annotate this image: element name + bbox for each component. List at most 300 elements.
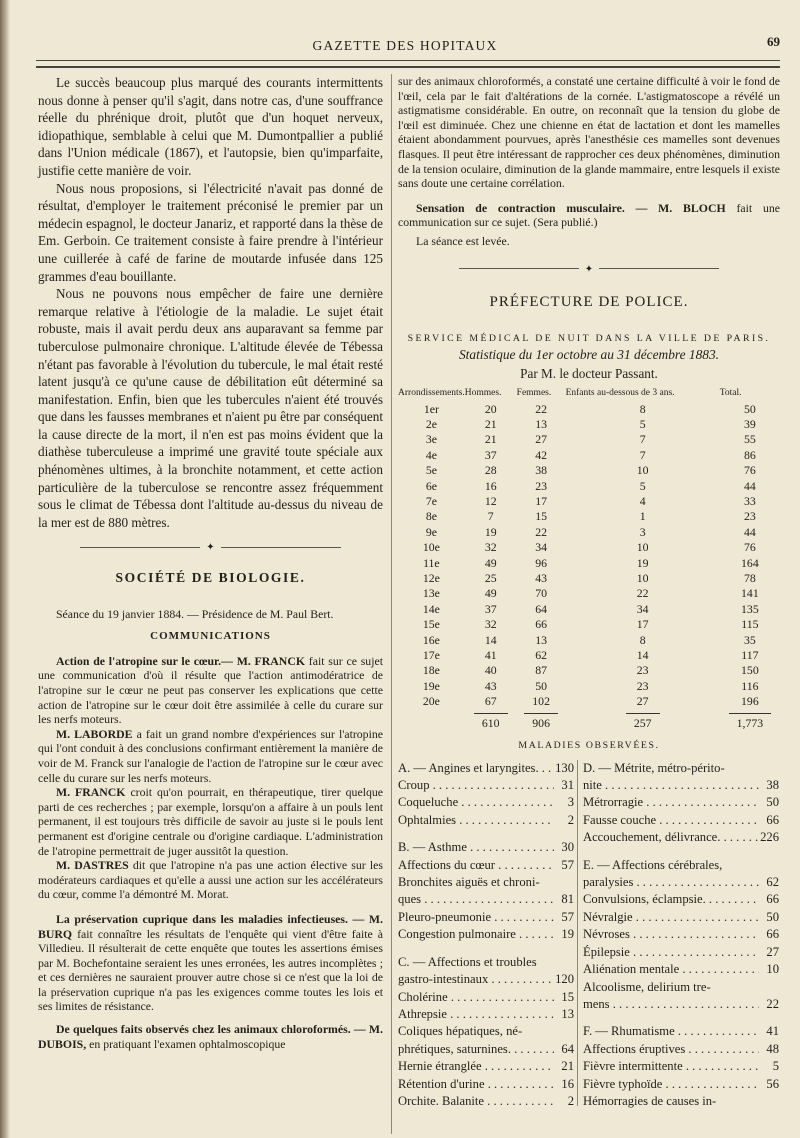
table-cell: 43 <box>535 570 548 585</box>
table-cell: 15e <box>422 617 440 632</box>
table-row <box>398 525 780 540</box>
col-enfants-header: Enfants au-dessous de 3 ans. <box>565 387 675 398</box>
disease-count: 66 <box>766 927 779 942</box>
disease-label: Alcoolisme, delirium tre- <box>583 979 711 994</box>
disease-label: nite . . . <box>583 777 759 794</box>
disease-label: Congestion pulmonaire . . . <box>398 926 554 943</box>
table-cell: 4 <box>639 493 646 508</box>
table-cell: 35 <box>743 632 756 647</box>
table-cell: 2e <box>425 416 437 431</box>
disease-count: 21 <box>561 1059 574 1074</box>
disease-item <box>583 1023 779 1040</box>
disease-count <box>759 760 779 777</box>
laborde-name: M. LABORDE <box>56 726 133 741</box>
disease-count: 10 <box>766 962 779 977</box>
table-cell: 32 <box>484 617 497 632</box>
disease-item <box>583 777 779 794</box>
disease-label: Coliques hépatiques, né- <box>398 1024 523 1039</box>
table-row <box>398 648 780 663</box>
table-cell: 115 <box>741 617 759 632</box>
paragraph-1: Le succès beaucoup plus marqué des courants intermittents nous donne à penser qu'il s'agit, dans notre cas, d'une souffrance réelle du phrénique droit, plutôt que d'un hoquet nerveux, idiopathique, semblable à celui que M. Dumontpallier a publié dans l'Union médicale (1867), et l'autopsie, bien qu'imparfaite, justifie cette manière de voir. <box>38 75 383 178</box>
disease-count: 27 <box>766 944 779 959</box>
disease-item <box>583 1093 779 1110</box>
disease-count: 56 <box>766 1076 779 1091</box>
table-cell: 8e <box>425 509 437 524</box>
table-cell: 40 <box>484 663 497 678</box>
disease-count: 19 <box>561 927 574 942</box>
section-ornament-right: ✦ <box>398 261 780 278</box>
table-cell: 41 <box>484 648 497 662</box>
list-gap <box>398 829 574 839</box>
disease-count: 81 <box>561 892 574 907</box>
disease-item <box>398 909 574 926</box>
disease-label: Hémorragies de causes in- <box>583 1093 717 1108</box>
disease-item <box>583 857 779 874</box>
disease-label: D. — Métrite, métro-périto- <box>583 760 725 775</box>
disease-count: 57 <box>561 909 574 924</box>
table-cell: 27 <box>535 432 548 447</box>
table-cell: 21 <box>484 432 497 447</box>
disease-count: 2 <box>567 812 574 827</box>
table-cell: 78 <box>743 570 756 585</box>
disease-label: C. — Affections et troubles <box>398 954 537 969</box>
table-cell: 55 <box>743 432 756 447</box>
table-cell: 67 <box>484 694 497 709</box>
list-gap <box>583 847 779 857</box>
table-cell: 14e <box>422 601 440 616</box>
table-cell: 5 <box>639 416 646 431</box>
table-cell: 11e <box>423 555 440 570</box>
right-column <box>398 74 780 1106</box>
disease-count <box>759 979 779 996</box>
societe-heading: SOCIÉTÉ DE BIOLOGIE. <box>115 570 306 586</box>
table-row <box>398 602 780 617</box>
table-cell: 10 <box>636 540 649 555</box>
disease-label: Fièvre intermittente . . . <box>583 1058 759 1075</box>
disease-item <box>583 891 779 908</box>
disease-count <box>759 1093 779 1110</box>
table-cell: 14 <box>484 632 497 647</box>
disease-count: 57 <box>561 857 574 872</box>
disease-count <box>554 1023 574 1040</box>
disease-count <box>759 857 779 874</box>
disease-label: Névroses . . . <box>583 926 759 943</box>
table-cell: 9e <box>425 524 437 539</box>
disease-item <box>398 1058 574 1075</box>
table-total-value: 610 <box>474 713 508 731</box>
col-arrondissements-header: Arrondissements. <box>398 387 465 398</box>
table-cell: 164 <box>741 555 759 570</box>
table-row <box>398 479 780 494</box>
disease-count: 31 <box>561 778 574 793</box>
diseases-list <box>398 760 780 1106</box>
disease-label: Épilepsie . . . <box>583 944 759 961</box>
table-cell: 50 <box>535 678 548 693</box>
table-cell: 22 <box>636 586 649 601</box>
disease-label: B. — Asthme . . . <box>398 839 554 856</box>
table-cell: 42 <box>535 447 548 462</box>
dastres-text: dit que l'atropine n'a pas une action élective sur les modérateurs cardiaques et qu'elle a aussi une action sur les accélérateurs du cœur, comme l'a démontré M. Morat. <box>38 858 384 902</box>
disease-label: Métrorragie . . . <box>583 794 759 811</box>
table-total-cell <box>566 710 720 731</box>
table-total-value: 906 <box>524 713 558 731</box>
table-cell: 96 <box>535 555 548 570</box>
table-cell: 20e <box>422 694 440 709</box>
table-cell: 87 <box>535 663 548 678</box>
disease-item <box>583 961 779 978</box>
diseases-column-2 <box>583 760 779 1111</box>
disease-item <box>398 777 574 794</box>
prefecture-heading: PRÉFECTURE DE POLICE. <box>489 294 689 311</box>
table-cell: 13 <box>535 632 548 647</box>
chloro-continuation: sur des animaux chloroformés, a constaté une certaine difficulté à voir le fond de l'œil, cela par le fait d'altérations de la cornée. L'astigmatoscope a révélé un astigmatisme considérable. En outre, on reconnaît que la tension du globe de l'œil est diminuée. Chez une chienne en état de lactation et dont les mamelles étaient abondamment pourvues, après l'anesthésie ces mamelles sont devenues flasques. Il peut être intéressant de rapprocher ces deux phénomènes, diminution de la tension oculaire, diminution de la glande mammaire, entre lesquels il existe sans doute une certaine corrélation. <box>398 74 780 191</box>
franck-text: croit qu'on pourrait, en thérapeutique, tirer quelque parti de ces recherches ; par exemple, lorsqu'on a affaire à un pouls lent permanent, il est toujours très difficile de savoir au juste si le pouls lent permanent est d'origine centrale ou d'origine cardiaque. L'administration de l'atropine permettrait de juger aussitôt la question. <box>38 785 384 858</box>
table-cell: 116 <box>741 678 759 693</box>
disease-count: 2 <box>567 1093 574 1108</box>
table-cell: 23 <box>636 678 649 693</box>
laborde-paragraph <box>38 727 383 785</box>
disease-item <box>398 989 574 1006</box>
table-cell: 27 <box>636 694 649 709</box>
table-cell: 37 <box>484 601 497 616</box>
disease-count: 62 <box>766 875 779 890</box>
disease-label: Pleuro-pneumonie . . . <box>398 909 554 926</box>
disease-item <box>398 971 574 988</box>
disease-count: 3 <box>567 795 574 810</box>
table-cell: 7 <box>639 432 646 447</box>
table-total-value: 1,773 <box>729 713 772 731</box>
table-cell: 17 <box>636 617 649 632</box>
statistique-line: Statistique du 1er octobre au 31 décembre 1883. <box>458 347 720 363</box>
disease-item <box>398 794 574 811</box>
table-cell: 21 <box>484 416 497 431</box>
table-cell: 23 <box>743 509 756 524</box>
disease-label: gastro-intestinaux . . . <box>398 971 553 988</box>
disease-item <box>398 1093 574 1110</box>
table-cell: 16 <box>484 478 497 493</box>
page-binding-edge <box>0 0 10 1138</box>
table-cell: 39 <box>743 416 756 431</box>
list-gap <box>583 1013 779 1023</box>
table-cell: 86 <box>743 447 756 462</box>
disease-count: 64 <box>561 1041 574 1056</box>
table-total-cell <box>465 710 517 731</box>
table-cell: 135 <box>741 601 759 616</box>
disease-label: Rétention d'urine . . . <box>398 1076 554 1093</box>
table-cell: 33 <box>743 493 756 508</box>
disease-item <box>398 760 574 777</box>
disease-label: E. — Affections cérébrales, <box>583 857 723 872</box>
table-cell: 18e <box>422 663 440 678</box>
disease-label: Fièvre typhoïde . . . <box>583 1076 759 1093</box>
table-row <box>398 509 780 524</box>
disease-item <box>583 1041 779 1058</box>
table-row <box>398 417 780 432</box>
disease-label: Fausse couche . . . <box>583 812 759 829</box>
table-row <box>398 402 780 417</box>
section-ornament: ✦ <box>38 537 383 557</box>
disease-label: Orchite. Balanite . . . <box>398 1093 554 1110</box>
disease-label: F. — Rhumatisme . . . <box>583 1023 759 1040</box>
table-cell: 7e <box>425 493 437 508</box>
sensation-paragraph <box>398 201 780 230</box>
disease-count: 50 <box>766 909 779 924</box>
maladies-heading: MALADIES OBSERVÉES. <box>518 740 660 752</box>
journal-title: GAZETTE DES HOPITAUX <box>312 38 498 53</box>
disease-count: 48 <box>766 1041 779 1056</box>
table-row <box>398 463 780 478</box>
table-cell: 23 <box>636 663 649 678</box>
disease-label: Affections éruptives . . . <box>583 1041 759 1058</box>
table-cell: 25 <box>484 570 497 585</box>
table-cell: 7 <box>487 509 494 524</box>
page-header <box>20 32 790 62</box>
atropine-text: fait sur ce sujet une communication d'où il résulte que l'action antimodératrice de l'atropine sur le cœur ne peut pas conserver les explications que cette action de l'atropine sur le cœur doit être assimilée à celle du curare sur les nerfs moteurs. <box>38 653 383 727</box>
disease-item <box>398 1023 574 1040</box>
disease-label: ques . . . <box>398 891 554 908</box>
disease-count: 50 <box>766 795 779 810</box>
table-cell: 12e <box>422 570 440 585</box>
table-cell: 22 <box>535 524 548 539</box>
cuprique-paragraph <box>38 912 383 1014</box>
disease-item <box>583 1058 779 1075</box>
franck-paragraph <box>38 785 383 858</box>
disease-item <box>398 812 574 829</box>
table-cell: 17e <box>422 648 440 662</box>
table-cell: 5 <box>639 478 646 493</box>
page-number: 69 <box>767 34 780 49</box>
table-cell: 20 <box>484 401 497 416</box>
disease-count: 13 <box>561 1006 574 1021</box>
chloro-paragraph <box>38 1022 383 1051</box>
table-cell: 5e <box>425 463 437 478</box>
table-cell: 141 <box>741 586 759 601</box>
table-cell: 102 <box>532 694 550 709</box>
arrondissement-table <box>398 388 780 732</box>
disease-label: Bronchites aiguës et chroni- <box>398 875 540 890</box>
disease-item <box>398 839 574 856</box>
author-line: Par M. le docteur Passant. <box>520 365 658 381</box>
table-cell: 23 <box>535 478 548 493</box>
column-separator <box>391 74 392 1134</box>
table-total-value: 257 <box>626 713 660 731</box>
table-cell: 37 <box>484 447 497 462</box>
communications-heading: COMMUNICATIONS <box>150 630 271 643</box>
chloro-text: en pratiquant l'examen ophtalmoscopique <box>86 1036 286 1051</box>
table-cell: 66 <box>535 617 548 632</box>
disease-item <box>583 979 779 996</box>
table-cell: 6e <box>425 478 437 493</box>
header-rule-thick <box>36 66 780 68</box>
table-cell: 1 <box>639 509 646 524</box>
cuprique-title: La préservation cuprique dans les maladies infectieuses. — M. BURQ <box>38 911 383 941</box>
sensation-title: Sensation de contraction musculaire. — M. BLOCH <box>416 200 726 215</box>
disease-label: Névralgie . . . <box>583 909 759 926</box>
disease-count: 38 <box>766 778 779 793</box>
table-cell: 8 <box>639 401 646 416</box>
service-heading: SERVICE MÉDICAL DE NUIT DANS LA VILLE DE PARIS. <box>407 332 771 344</box>
table-cell: 117 <box>741 648 759 662</box>
disease-item <box>398 1041 574 1058</box>
table-cell: 50 <box>743 401 756 416</box>
disease-label: Ophtalmies . . . <box>398 812 554 829</box>
col-hommes-header: Hommes. <box>464 387 502 398</box>
laborde-text: a fait un grand nombre d'expériences sur l'atropine qui l'ont conduit à des conclusions confirmant entièrement la manière de voir de M. Franck sur l'analogie de l'action de l'atropine sur le cœur avec celle du curare sur les nerfs moteurs. <box>38 726 383 785</box>
table-cell: 19 <box>484 524 497 539</box>
table-cell: 15 <box>535 509 548 524</box>
left-column <box>38 74 383 1051</box>
table-cell: 49 <box>484 555 497 570</box>
disease-item <box>583 794 779 811</box>
seance-levee: La séance est levée. <box>416 233 510 248</box>
sensation-text: fait une communication sur ce sujet. (Sera publié.) <box>398 200 780 230</box>
table-cell: 28 <box>484 463 497 478</box>
disease-label: Cholérine . . . <box>398 989 554 1006</box>
disease-count: 22 <box>766 996 779 1011</box>
disease-item <box>583 1076 779 1093</box>
table-cell: 76 <box>743 463 756 478</box>
table-cell: 34 <box>535 540 548 555</box>
table-cell: 8 <box>639 632 646 647</box>
table-cell: 38 <box>535 463 548 478</box>
table-cell: 16e <box>422 632 440 647</box>
disease-item <box>583 944 779 961</box>
table-totals-row <box>398 710 780 731</box>
col-total-header: Total. <box>719 387 742 398</box>
disease-count: 66 <box>766 812 779 827</box>
table-cell: 17 <box>535 493 548 508</box>
disease-item <box>583 926 779 943</box>
disease-item <box>398 926 574 943</box>
table-cell: 3e <box>425 432 437 447</box>
disease-item <box>398 891 574 908</box>
paragraph-2: Nous nous proposions, si l'électricité n'avait pas donné de résultat, d'employer le traitement préconisé le premier par un médecin espagnol, le docteur Janariz, et rapporté dans la thèse de Em. Gerboin. Ce traitement consiste à faire prendre à l'intérieur une cuillerée à café de farine de moutarde infusée dans 125 grammes d'eau bouillante. <box>38 180 383 284</box>
disease-item <box>398 954 574 971</box>
disease-label: Athrepsie . . . <box>398 1006 554 1023</box>
disease-item <box>398 1006 574 1023</box>
header-rule-thin <box>36 60 780 61</box>
table-row <box>398 617 780 632</box>
table-row <box>398 663 780 678</box>
atropine-title: Action de l'atropine sur le cœur.— M. FRANCK <box>56 653 306 668</box>
disease-count <box>554 954 574 971</box>
disease-count: 41 <box>766 1024 779 1039</box>
cuprique-text: fait connaître les résultats de l'enquête qui vient d'être faite à Villedieu. Il résulterait de cette enquête que toutes les assertions émises par M. Bochefontaine seraient les unes erronées, les autres incomplètes ; et ces dernières ne sauraient prouver autre chose si ce n'est que la loi de la préservation cuprique n'a pas les exigences comme toutes les lois et ses limites de résistance. <box>38 926 383 1014</box>
table-cell: 43 <box>484 678 497 693</box>
table-cell: 70 <box>535 586 548 601</box>
disease-label: Affections du cœur . . . <box>398 857 554 874</box>
table-total-cell <box>517 710 566 731</box>
list-gap <box>398 944 574 954</box>
table-cell: 12 <box>484 493 497 508</box>
disease-label: Croup . . . <box>398 777 554 794</box>
disease-item <box>398 857 574 874</box>
disease-count: 30 <box>561 840 574 855</box>
table-row <box>398 448 780 463</box>
table-cell: 22 <box>535 401 548 416</box>
table-cell: 3 <box>639 524 646 539</box>
table-cell: 10 <box>636 570 649 585</box>
disease-count: 66 <box>766 892 779 907</box>
seance-line: Séance du 19 janvier 1884. — Présidence de M. Paul Bert. <box>56 606 334 621</box>
table-cell: 150 <box>741 663 759 678</box>
table-cell: 44 <box>743 524 756 539</box>
table-row <box>398 679 780 694</box>
table-cell: 10 <box>636 463 649 478</box>
disease-item <box>583 812 779 829</box>
table-cell: 19e <box>422 678 440 693</box>
paragraph-3: Nous ne pouvons nous empêcher de faire une dernière remarque relative à l'étiologie de la maladie. Le sujet était robuste, mais il avait perdu deux ans auparavant sa femme par tuberculose pulmonaire chronique. L'altitude élevée de Tébessa n'étant pas favorable à l'évolution du tubercule, le mal était resté latent jusqu'à ce qu'une cause de débilitation eût déterminé sa manifestation. Enfin, bien que les tubercules n'aient été trouvés que dans les fausses membranes et n'aient pu être par conséquent la cause directe de la mort, il n'en est pas moins évident que la diathèse tuberculeuse a imprimé une gravité toute spéciale aux phénomènes ultimes, à la bronchite notamment, et cette action particulière de la tuberculose se rencontre assez fréquemment sous le climat de Tébessa dont l'altitude au-dessus du niveau de la mer est de 880 mètres. <box>38 286 383 530</box>
disease-count: 226 <box>760 830 779 845</box>
disease-label: phrétiques, saturnines. . . . <box>398 1041 554 1058</box>
table-cell: 1er <box>423 401 439 416</box>
atropine-paragraph <box>38 654 383 727</box>
disease-count: 120 <box>555 972 574 987</box>
table-row <box>398 494 780 509</box>
disease-count: 130 <box>555 760 574 775</box>
table-cell: 34 <box>636 601 649 616</box>
disease-count <box>554 874 574 891</box>
table-row <box>398 571 780 586</box>
table-cell: 196 <box>741 694 759 709</box>
table-cell: 49 <box>484 586 497 601</box>
disease-label: Hernie étranglée . . . <box>398 1058 554 1075</box>
disease-label: paralysies . . . <box>583 874 759 891</box>
disease-item <box>583 874 779 891</box>
dastres-name: M. DASTRES <box>56 858 129 873</box>
disease-item <box>583 760 779 777</box>
table-cell: 32 <box>484 540 497 555</box>
table-cell: 13e <box>422 586 440 601</box>
disease-item <box>583 909 779 926</box>
diseases-separator <box>577 760 578 1106</box>
diseases-column-1 <box>398 760 574 1111</box>
table-cell: 64 <box>535 601 548 616</box>
table-cell: 19 <box>636 555 649 570</box>
table-cell: 44 <box>743 478 756 493</box>
disease-count: 5 <box>772 1059 779 1074</box>
disease-item <box>583 829 779 846</box>
table-row <box>398 694 780 709</box>
disease-label: A. — Angines et laryngites. . . . <box>398 760 553 777</box>
table-total-cell <box>720 710 780 731</box>
chloro-title: De quelques faits observés chez les animaux chloroformés. — M. DUBOIS, <box>38 1022 383 1051</box>
table-cell: 76 <box>743 540 756 555</box>
disease-item <box>398 874 574 891</box>
table-cell: 4e <box>425 447 437 462</box>
table-cell: 13 <box>535 416 548 431</box>
table-row <box>398 540 780 555</box>
disease-count: 16 <box>561 1076 574 1091</box>
dastres-paragraph <box>38 858 383 902</box>
disease-label: Coqueluche . . . <box>398 794 554 811</box>
disease-label: Convulsions, éclampsie. . . . <box>583 891 759 908</box>
table-row <box>398 556 780 571</box>
table-cell: 10e <box>422 540 440 555</box>
disease-label: Aliénation mentale . . . <box>583 961 759 978</box>
franck-name: M. FRANCK <box>56 785 126 800</box>
table-cell: 14 <box>636 648 649 662</box>
table-cell <box>398 710 465 731</box>
disease-item <box>398 1076 574 1093</box>
disease-label: mens . . . <box>583 996 759 1013</box>
table-cell: 7 <box>639 447 646 462</box>
table-row <box>398 586 780 601</box>
disease-count: 15 <box>561 989 574 1004</box>
table-row <box>398 633 780 648</box>
disease-item <box>583 996 779 1013</box>
table-row <box>398 432 780 447</box>
